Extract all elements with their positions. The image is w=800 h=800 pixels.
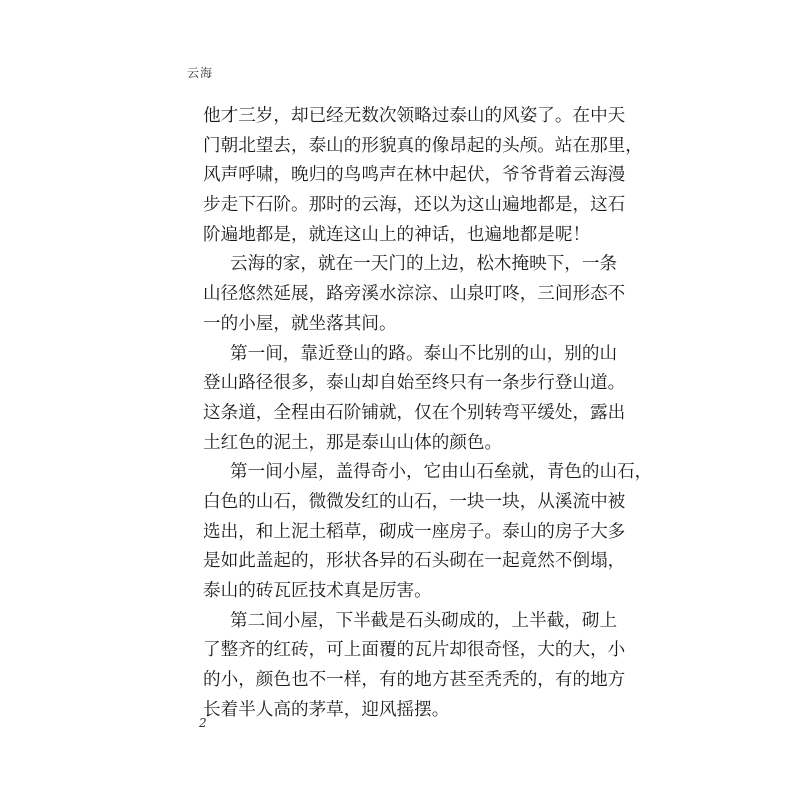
text-line-paragraph-start: 第二间小屋，下半截是石头砌成的，上半截，砌上 — [230, 610, 618, 631]
text-line: 山径悠然延展，路旁溪水淙淙、山泉叮咚，三间形态不 — [203, 284, 626, 305]
text-line: 他才三岁，却已经无数次领略过泰山的风姿了。在中天 — [203, 106, 626, 126]
text-line: 这条道，全程由石阶铺就，仅在个别转弯平缓处，露出 — [203, 402, 626, 423]
text-line-paragraph-start: 第一间，靠近登山的路。泰山不比别的山，别的山 — [230, 343, 618, 364]
text-line: 是如此盖起的，形状各异的石头砌在一起竟然不倒塌， — [203, 551, 626, 572]
text-line: 白色的山石，微微发红的山石，一块一块，从溪流中被 — [203, 491, 626, 512]
text-line: 土红色的泥土，那是泰山山体的颜色。 — [203, 432, 503, 453]
text-line-paragraph-start: 云海的家，就在一天门的上边，松木掩映下，一条 — [230, 254, 618, 275]
text-line: 门朝北望去，泰山的形貌真的像昂起的头颅。站在那里， — [203, 135, 643, 156]
text-line: 选出，和上泥土稻草，砌成一座房子。泰山的房子大多 — [203, 521, 626, 542]
text-line: 的小，颜色也不一样，有的地方甚至秃秃的，有的地方 — [203, 670, 626, 691]
page-number: 2 — [199, 716, 207, 730]
text-line-paragraph-start: 第一间小屋，盖得奇小，它由山石垒就，青色的山石， — [230, 462, 653, 483]
text-line: 风声呼啸，晚归的鸟鸣声在林中起伏，爷爷背着云海漫 — [203, 165, 626, 186]
text-line: 泰山的砖瓦匠技术真是厉害。 — [203, 581, 432, 601]
text-line: 长着半人高的茅草，迎风摇摆。 — [203, 699, 450, 720]
text-line: 步走下石阶。那时的云海，还以为这山遍地都是，这石 — [203, 195, 626, 216]
text-line: 一的小屋，就坐落其间。 — [203, 313, 397, 334]
text-line: 登山路径很多，泰山却自始至终只有一条步行登山道。 — [203, 373, 626, 394]
running-header-title: 云海 — [187, 66, 214, 80]
body-text — [203, 102, 653, 725]
text-line: 了整齐的红砖，可上面覆的瓦片却很奇怪，大的大，小 — [203, 640, 626, 661]
text-line: 阶遍地都是，就连这山上的神话，也遍地都是呢！ — [203, 224, 591, 245]
